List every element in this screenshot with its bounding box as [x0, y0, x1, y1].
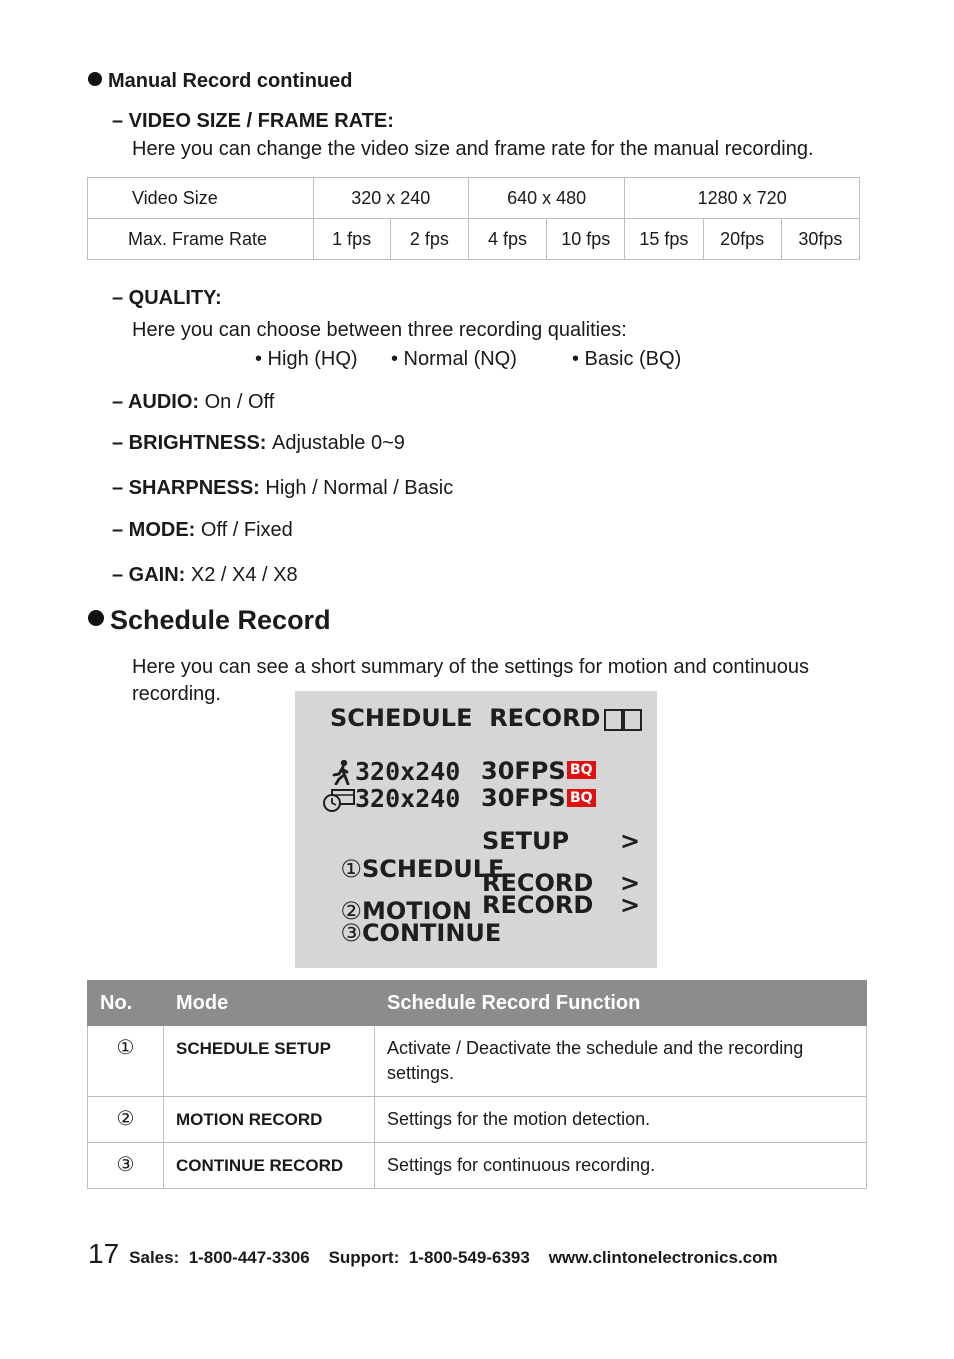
osd-square-icon — [623, 709, 642, 731]
bullet-icon — [88, 72, 102, 86]
chevron-right-icon: > — [620, 869, 641, 897]
row-mode: MOTION RECORD — [164, 1097, 375, 1143]
column-header-no: No. — [88, 981, 164, 1026]
motion-quality-badge: BQ — [567, 761, 596, 780]
page-number: 17 — [88, 1238, 120, 1269]
section-heading-schedule-record: Schedule Record — [88, 605, 331, 636]
row-mode: SCHEDULE SETUP — [164, 1026, 375, 1097]
continuous-clock-icon — [322, 787, 356, 813]
row-function: Activate / Deactivate the schedule and the recording settings. — [375, 1026, 867, 1097]
audio-setting: – AUDIO: On / Off — [112, 391, 275, 413]
brightness-setting: – BRIGHTNESS: Adjustable 0~9 — [112, 432, 405, 454]
osd-square-icon — [604, 709, 623, 731]
row-number: ② — [88, 1097, 164, 1143]
menu-number: ② — [340, 897, 362, 925]
osd-title: SCHEDULE RECORD — [330, 704, 601, 732]
table-cell: 10 fps — [547, 219, 625, 260]
menu-left-label: SCHEDULE — [361, 855, 505, 883]
motion-person-icon — [331, 759, 353, 785]
table-header-row — [88, 981, 867, 1026]
quality-option-nq: • Normal (NQ) — [391, 348, 517, 370]
table-cell: 20fps — [703, 219, 781, 260]
motion-fps: 30FPS — [481, 757, 566, 785]
table-cell: 1 fps — [313, 219, 390, 260]
table-row — [88, 1026, 867, 1097]
row-number: ③ — [88, 1143, 164, 1189]
menu-right-label: SETUP — [482, 827, 570, 855]
menu-left-label: CONTINUE — [361, 919, 502, 947]
mode-setting: – MODE: Off / Fixed — [112, 519, 293, 541]
menu-left-label: MOTION — [361, 897, 473, 925]
motion-resolution: 320x240 — [355, 757, 461, 786]
table-cell: 2 fps — [390, 219, 468, 260]
row-function: Settings for the motion detection. — [375, 1097, 867, 1143]
table-cell: 640 x 480 — [468, 178, 624, 219]
sharpness-setting: – SHARPNESS: High / Normal / Basic — [112, 477, 454, 499]
table-row — [88, 1143, 867, 1189]
osd-menu-item-continue-record[interactable] — [307, 891, 501, 975]
continuous-quality-badge: BQ — [567, 789, 596, 808]
menu-number: ① — [340, 855, 362, 883]
video-size-label: – VIDEO SIZE / FRAME RATE: — [112, 110, 394, 132]
table-row — [88, 219, 860, 260]
continuous-resolution: 320x240 — [355, 784, 461, 813]
gain-setting: – GAIN: X2 / X4 / X8 — [112, 564, 298, 586]
quality-option-hq: • High (HQ) — [255, 348, 358, 370]
schedule-function-table — [87, 980, 867, 1189]
schedule-desc-line1: Here you can see a short summary of the settings for motion and continuous — [132, 656, 810, 678]
video-size-table — [87, 177, 860, 260]
table-cell: 320 x 240 — [313, 178, 468, 219]
table-row-label: Max. Frame Rate — [88, 219, 314, 260]
menu-right-label: RECORD — [482, 869, 594, 897]
column-header-mode: Mode — [164, 981, 375, 1026]
table-cell: 30fps — [781, 219, 859, 260]
row-function: Settings for continuous recording. — [375, 1143, 867, 1189]
table-row — [88, 1097, 867, 1143]
quality-label: – QUALITY: — [112, 287, 222, 309]
continuous-fps: 30FPS — [481, 784, 566, 812]
quality-option-bq: • Basic (BQ) — [572, 348, 682, 370]
menu-right-label: RECORD — [482, 891, 594, 919]
section-heading-manual-record: Manual Record continued — [88, 70, 352, 93]
quality-desc: Here you can choose between three recording qualities: — [132, 319, 627, 341]
video-size-desc: Here you can change the video size and frame rate for the manual recording. — [132, 138, 814, 160]
bullet-icon — [88, 610, 104, 626]
schedule-desc-line2: recording. — [132, 683, 221, 705]
chevron-right-icon: > — [620, 891, 641, 919]
row-number: ① — [88, 1026, 164, 1097]
table-cell: 15 fps — [625, 219, 703, 260]
table-row-label: Video Size — [88, 178, 314, 219]
table-cell: 1280 x 720 — [625, 178, 860, 219]
contact-line: Sales: 1-800-447-3306 Support: 1-800-549-6393 www.clintonelectronics.com — [129, 1248, 778, 1267]
table-cell: 4 fps — [468, 219, 546, 260]
chevron-right-icon: > — [620, 827, 641, 855]
osd-screen — [295, 691, 657, 968]
table-row — [88, 178, 860, 219]
page-footer — [88, 1238, 778, 1270]
row-mode: CONTINUE RECORD — [164, 1143, 375, 1189]
column-header-function: Schedule Record Function — [375, 981, 867, 1026]
menu-number: ③ — [340, 919, 362, 947]
